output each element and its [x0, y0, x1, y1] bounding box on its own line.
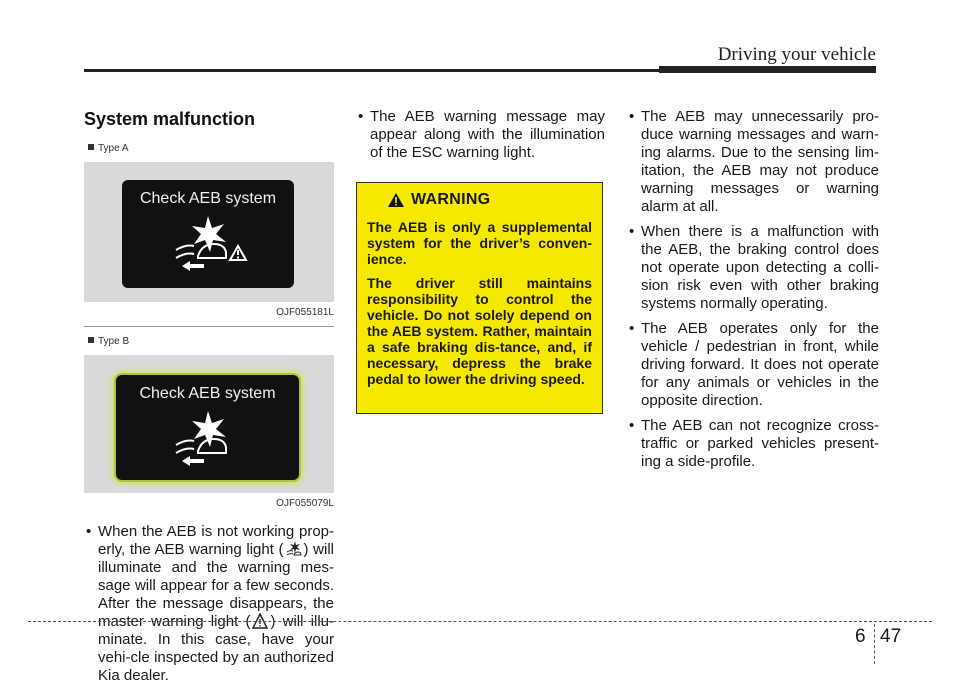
bullet-list	[356, 108, 605, 162]
column-1	[84, 108, 334, 692]
section-title: System malfunction	[84, 109, 256, 129]
bullet-list	[627, 108, 879, 471]
list-item: • The AEB operates only for the vehicle / pedestrian in front, while driving forward. It does not operate for any animals or vehicles in the opposite direction.	[627, 320, 879, 410]
figure-b-label: Type B	[88, 333, 334, 351]
aeb-warning-light-icon	[286, 541, 302, 557]
display-message: Check AEB system	[139, 190, 277, 207]
aeb-collision-icon	[168, 409, 248, 469]
cluster-display	[114, 373, 301, 482]
list-item: • The AEB can not recognize cross-traffic or parked vehicles present-ing a side-profile.	[627, 417, 879, 471]
cluster-display	[122, 180, 294, 288]
header-rule	[84, 69, 659, 72]
column-3	[627, 108, 879, 478]
bullet-list	[84, 523, 334, 685]
footer-rule	[28, 621, 932, 622]
figure-b-code: OJF055079L	[276, 498, 334, 509]
list-item: • When the AEB is not working prop-erly, the AEB warning light ( ) will illuminate and the warning mes-sage will appear for a few seconds. After the message disappears, the master warning light ( ) will illu-minate. In this case, have your vehi-cle inspected by an authorized Kia dealer.	[84, 523, 334, 685]
warning-title: WARNING	[411, 191, 491, 208]
figure-a-screen	[84, 162, 334, 302]
figure-separator	[84, 326, 334, 327]
aeb-collision-icon	[168, 214, 248, 274]
chapter-number: 6	[855, 626, 866, 647]
list-item: • When there is a malfunction with the AEB, the braking control does not operate upon detecting a colli-sion risk even with other braking systems normally operating.	[627, 223, 879, 313]
figure-a-label: Type A	[88, 140, 334, 158]
warning-triangle-icon	[387, 192, 405, 208]
list-item: • The AEB warning message may appear along with the illumination of the ESC warning light.	[356, 108, 605, 162]
column-2	[356, 108, 605, 414]
list-item: • The AEB may unnecessarily pro-duce warning messages and warn-ing alarms. Due to the sensing lim-itation, the AEB may not produce warning messages or warning alarm at all.	[627, 108, 879, 216]
display-message: Check AEB system	[139, 385, 276, 402]
running-header: Driving your vehicle	[717, 44, 876, 65]
warning-paragraph: The AEB is only a supplemental system for the driver’s conven-ience.	[367, 219, 592, 267]
figure-b-screen	[84, 355, 334, 493]
warning-heading	[387, 191, 592, 209]
page-number: 47	[880, 626, 902, 647]
figure-a-code: OJF055181L	[276, 307, 334, 318]
warning-box	[356, 182, 603, 414]
header-rule-accent	[659, 66, 876, 73]
page-number-divider	[874, 624, 875, 664]
warning-paragraph: The driver still maintains responsibility to control the vehicle. Do not solely depend on the AEB system. Rather, maintain a safe braking dis-tance, and, if necessary, depress the brake pedal to lower the driving speed.	[367, 275, 592, 387]
